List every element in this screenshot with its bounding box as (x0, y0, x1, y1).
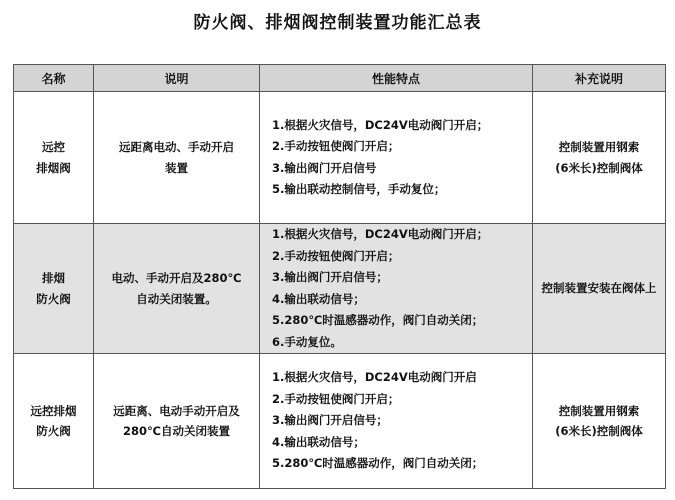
feature-item: 4.输出联动信号； (272, 291, 365, 306)
cell-features (260, 354, 533, 489)
feature-item: 3.输出阀门开启信号 (272, 160, 377, 175)
feature-item: 4.输出联动信号； (272, 434, 365, 449)
note-line: 控制装置安装在阀体上 (541, 281, 657, 296)
header-notes: 补充说明 (533, 65, 666, 92)
description-line: 远距离、电动手动开启及 (113, 403, 240, 418)
header-description: 说明 (94, 65, 260, 92)
name-line: 排烟 (42, 271, 65, 285)
name-line: 防火阀 (36, 291, 71, 306)
table-row (14, 224, 666, 354)
feature-item: 1.根据火灾信号，DC24V电动阀门开启； (272, 227, 489, 241)
name-line: 防火阀 (36, 424, 71, 438)
description-line: 280℃自动关闭装置 (123, 424, 230, 438)
table-header-row (14, 65, 666, 92)
cell-note (533, 224, 666, 354)
cell-description (94, 224, 260, 354)
feature-item: 3.输出阀门开启信号； (272, 413, 388, 428)
feature-item: 2.手动按钮使阀门开启； (272, 248, 400, 263)
feature-item: 5.280℃时温感器动作，阀门自动关闭； (272, 313, 484, 327)
header-name: 名称 (14, 65, 94, 92)
header-features: 性能特点 (260, 65, 533, 92)
cell-name (14, 92, 94, 224)
cell-note (533, 92, 666, 224)
feature-item: 5.输出联动控制信号，手动复位； (272, 182, 446, 196)
feature-item: 3.输出阀门开启信号； (272, 270, 388, 284)
feature-item: 1.根据火灾信号，DC24V电动阀门开启； (272, 117, 489, 132)
cell-features (260, 224, 533, 354)
name-line: 远控 (42, 140, 65, 154)
note-line: 控制装置用钢索 (558, 403, 640, 418)
description-line: 远距离电动、手动开启 (119, 140, 234, 154)
page-title: 防火阀、排烟阀控制装置功能汇总表 (193, 13, 482, 33)
cell-description (94, 92, 260, 224)
note-line: 控制装置用钢索 (558, 140, 640, 154)
description-line: 装置 (165, 160, 188, 175)
cell-name (14, 224, 94, 354)
feature-item: 6.手动复位。 (272, 334, 342, 349)
cell-description (94, 354, 260, 489)
name-line: 排烟阀 (36, 160, 71, 175)
feature-item: 5.280℃时温感器动作，阀门自动关闭； (272, 456, 484, 471)
description-line: 自动关闭装置。 (136, 291, 217, 306)
note-line: (6米长)控制阀体 (555, 424, 643, 438)
feature-item: 1.根据火灾信号，DC24V电动阀门开启 (272, 370, 477, 385)
cell-features (260, 92, 533, 224)
description-line: 电动、手动开启及280℃ (111, 271, 242, 285)
note-line: (6米长)控制阀体 (555, 160, 643, 175)
table-row (14, 354, 666, 489)
name-line: 远控排烟 (30, 403, 77, 418)
feature-item: 2.手动按钮使阀门开启； (272, 139, 400, 153)
table-row (14, 92, 666, 224)
cell-note (533, 354, 666, 489)
feature-item: 2.手动按钮使阀门开启； (272, 391, 400, 406)
cell-name (14, 354, 94, 489)
function-summary-table (13, 64, 666, 489)
